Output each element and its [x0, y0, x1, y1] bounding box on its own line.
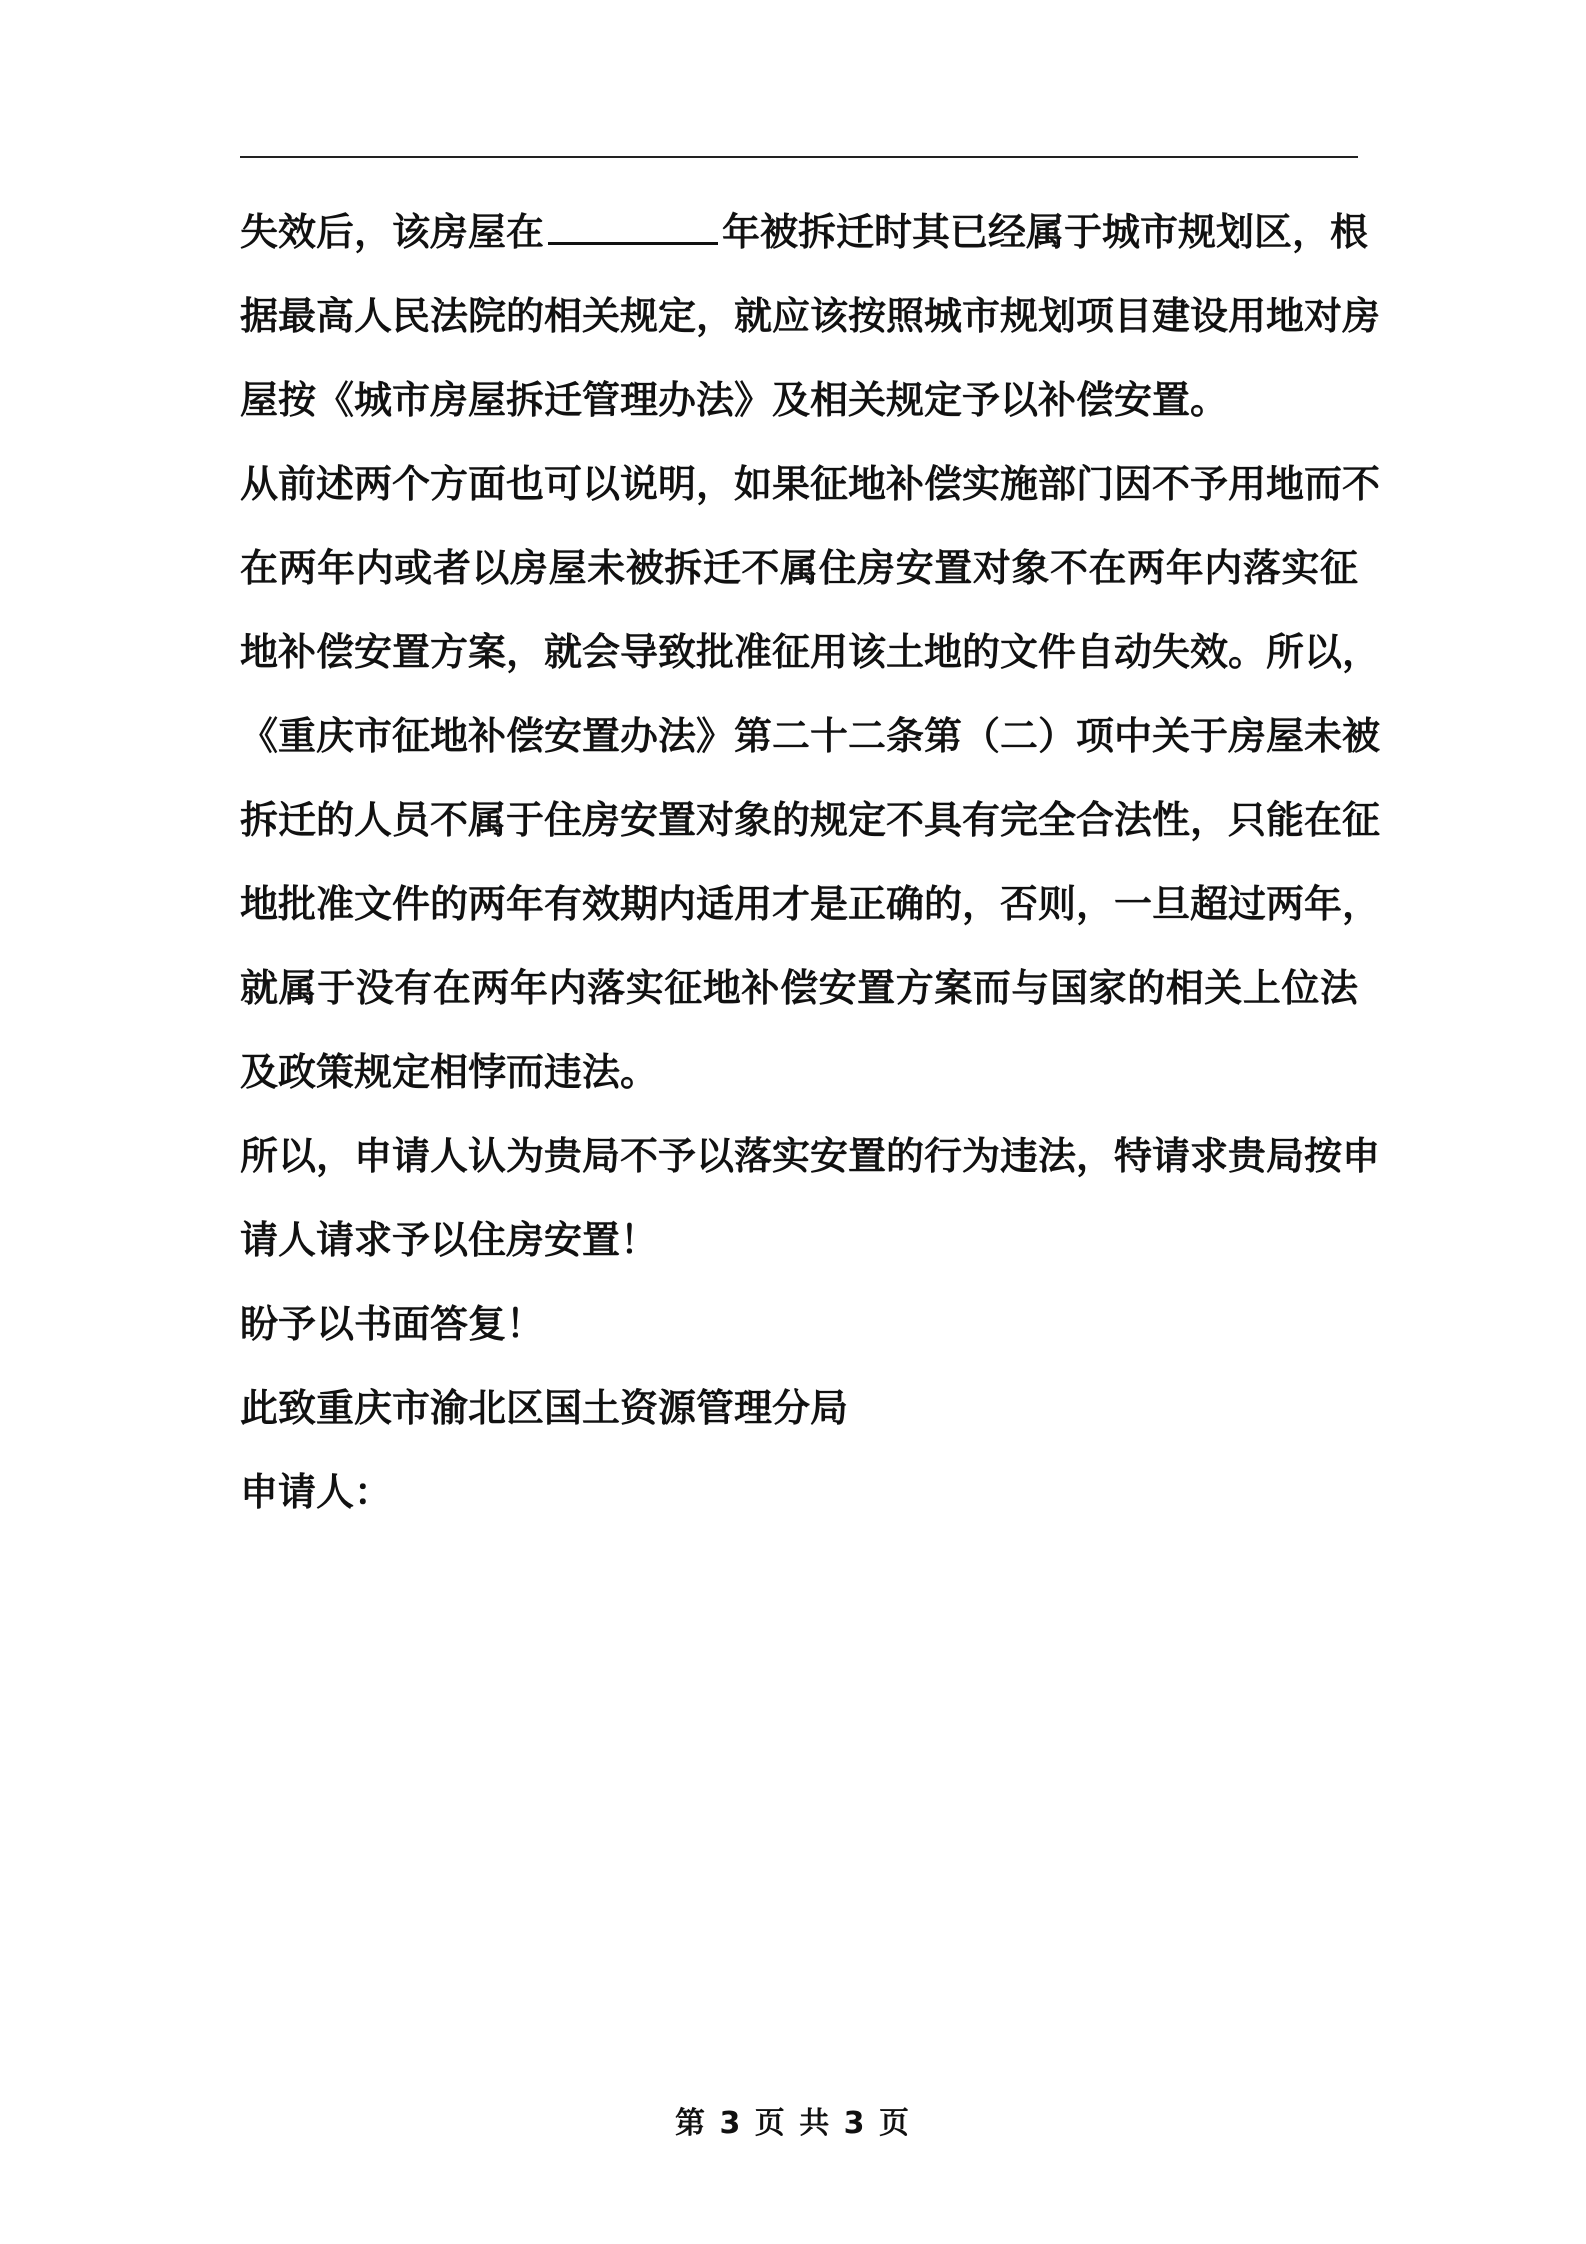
- page-number-footer: 第 3 页 共 3 页: [675, 2106, 911, 2141]
- text-line-12: 所以，申请人认为贵局不予以落实安置的行为违法，特请求贵局按申: [240, 1134, 1381, 1178]
- text-line-11: 及政策规定相悖而违法。: [240, 1050, 659, 1094]
- text-line-6: 地补偿安置方案，就会导致批准征用该土地的文件自动失效。所以，: [240, 630, 1381, 674]
- text-line-13: 请人请求予以住房安置！: [240, 1218, 659, 1262]
- text-line-8: 拆迁的人员不属于住房安置对象的规定不具有完全合法性，只能在征: [240, 798, 1381, 842]
- text-line-14: 盼予以书面答复！: [240, 1302, 545, 1346]
- text-line-16: 申请人：: [240, 1470, 393, 1514]
- text-line-15: 此致重庆市渝北区国土资源管理分局: [240, 1386, 849, 1430]
- text-line-5: 在两年内或者以房屋未被拆迁不属住房安置对象不在两年内落实征: [240, 546, 1358, 590]
- header-rule: [240, 156, 1358, 158]
- text-line-10: 就属于没有在两年内落实征地补偿安置方案而与国家的相关上位法: [240, 966, 1358, 1010]
- text-line-9: 地批准文件的两年有效期内适用才是正确的，否则，一旦超过两年，: [240, 882, 1381, 926]
- fill-in-blank: [548, 210, 718, 245]
- document-body: [240, 190, 1381, 1534]
- text-segment: 失效后，该房屋在: [240, 210, 545, 254]
- text-line-1: [240, 190, 1369, 274]
- text-line-4: 从前述两个方面也可以说明，如果征地补偿实施部门因不予用地而不: [240, 462, 1381, 506]
- text-line-7: 《重庆市征地补偿安置办法》第二十二条第（二）项中关于房屋未被: [240, 714, 1381, 758]
- text-segment: 年被拆迁时其已经属于城市规划区，根: [722, 210, 1369, 254]
- text-line-2: 据最高人民法院的相关规定，就应该按照城市规划项目建设用地对房: [240, 294, 1381, 338]
- text-line-3: 屋按《城市房屋拆迁管理办法》及相关规定予以补偿安置。: [240, 378, 1229, 422]
